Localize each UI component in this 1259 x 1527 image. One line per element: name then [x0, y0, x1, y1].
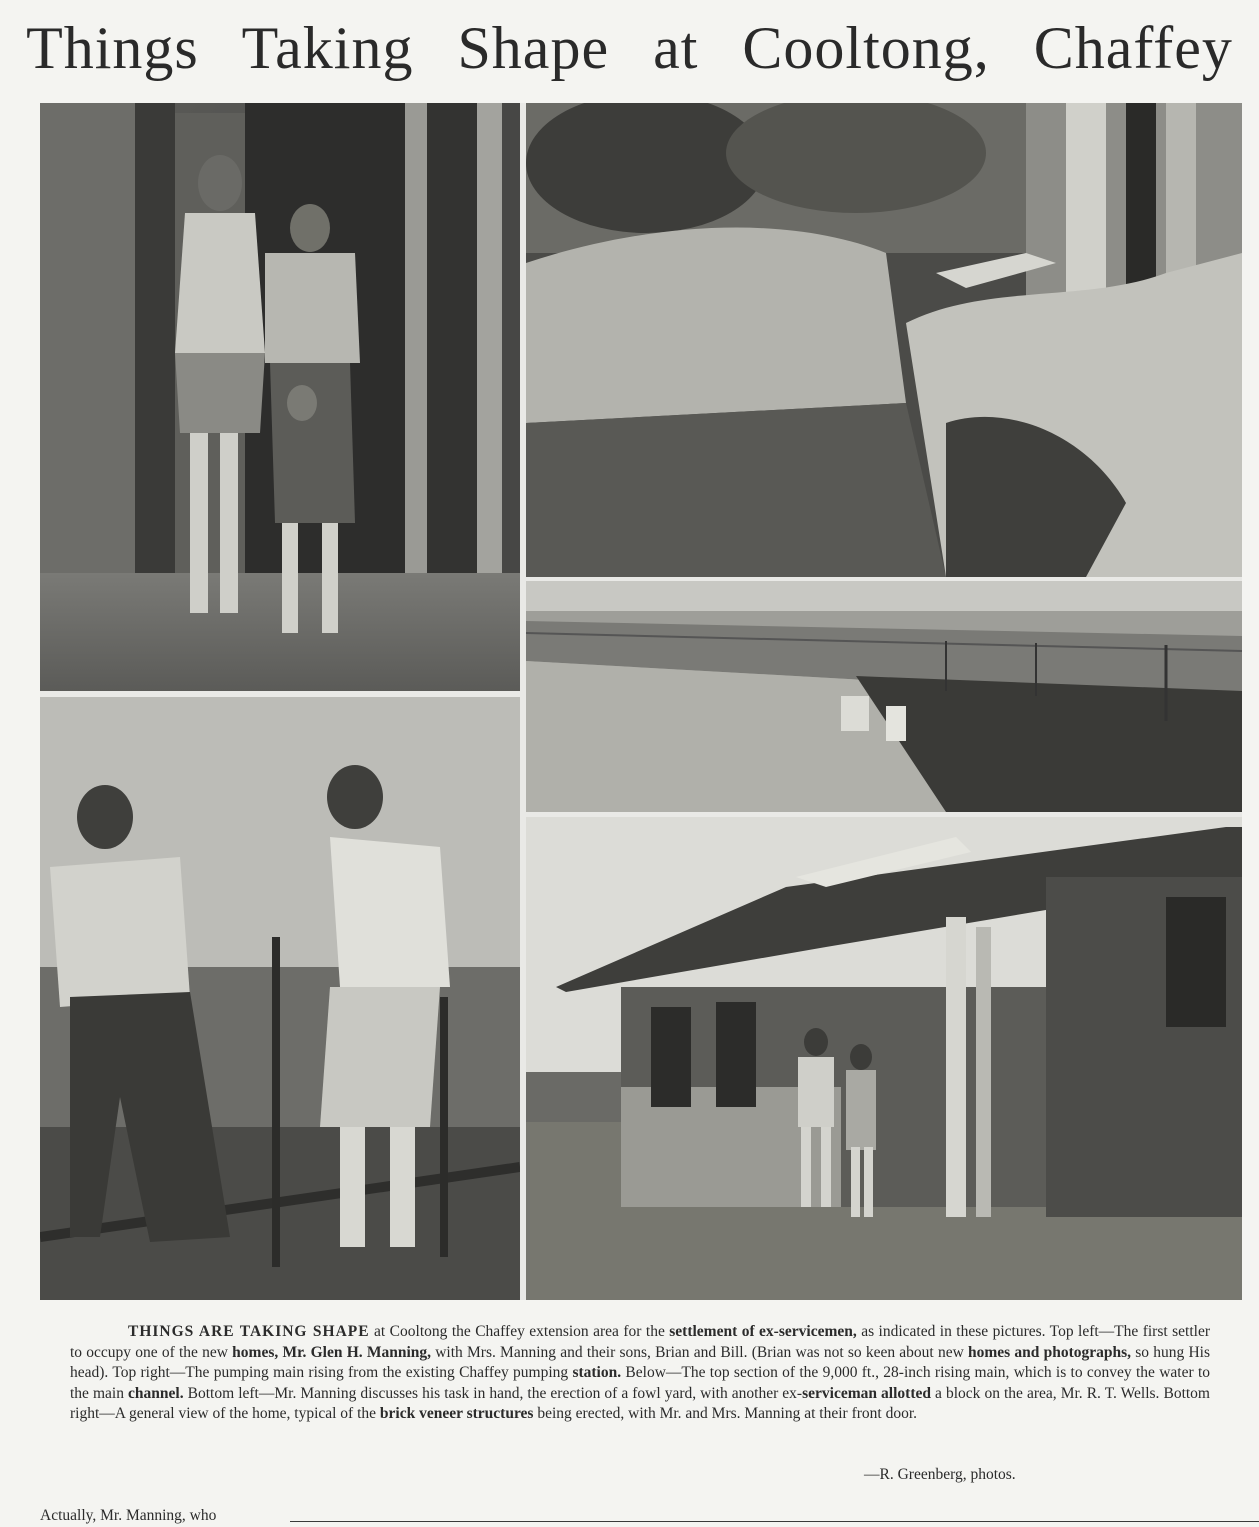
divider-rule — [290, 1521, 1259, 1522]
caption-text: being erected, with Mr. and Mrs. Manning at their front door. — [533, 1405, 918, 1423]
caption-text: at Cooltong the Chaffey extension area for the — [369, 1323, 670, 1340]
caption-text: a block on the area, Mr. R. T. Wells. Bottom right—A general view of the home, typical of the — [70, 1384, 1210, 1423]
photo-manning-family-doorway — [40, 103, 520, 691]
caption-lead: THINGS ARE TAKING SHAPE — [128, 1323, 370, 1340]
next-article-start: Actually, Mr. Manning, who — [40, 1507, 217, 1524]
caption-text: Bottom left—Mr. Manning discusses his task in hand, the erection of a fowl yard, with another ex- — [183, 1384, 803, 1402]
caption-text: so hung His head). Top right—The pumping main rising from the existing Chaffey pumping — [70, 1343, 1210, 1382]
caption-emphasis: homes and photographs, — [968, 1343, 1132, 1361]
caption-emphasis: brick veneer structures — [379, 1405, 534, 1423]
caption-emphasis: settlement of ex-servicemen, — [669, 1323, 857, 1340]
photo-fowl-yard-discussion — [40, 697, 520, 1300]
caption-emphasis: homes, Mr. Glen H. Manning, — [232, 1343, 432, 1361]
caption-text: with Mrs. Manning and their sons, Brian and Bill. (Brian was not so keen about new — [431, 1343, 968, 1361]
headline: Things Taking Shape at Cooltong, Chaffey — [26, 15, 1233, 81]
caption-emphasis: channel. — [128, 1384, 184, 1402]
caption-text: as indicated in these pictures. Top left—The first settler to occupy one of the new — [70, 1323, 1210, 1361]
photo-pumping-main — [526, 103, 1242, 577]
photo-home-general-view — [526, 817, 1242, 1300]
caption-text: Below—The top section of the 9,000 ft., 28-inch rising main, which is to convey the water to the main — [70, 1364, 1210, 1402]
photo-grid — [40, 103, 1242, 1300]
caption-emphasis: station. — [572, 1364, 622, 1382]
caption-emphasis: serviceman allotted — [802, 1384, 931, 1402]
photo-credit: —R. Greenberg, photos. — [864, 1466, 1016, 1483]
photo-rising-main-section — [526, 581, 1242, 812]
photo-caption — [70, 1322, 1210, 1425]
